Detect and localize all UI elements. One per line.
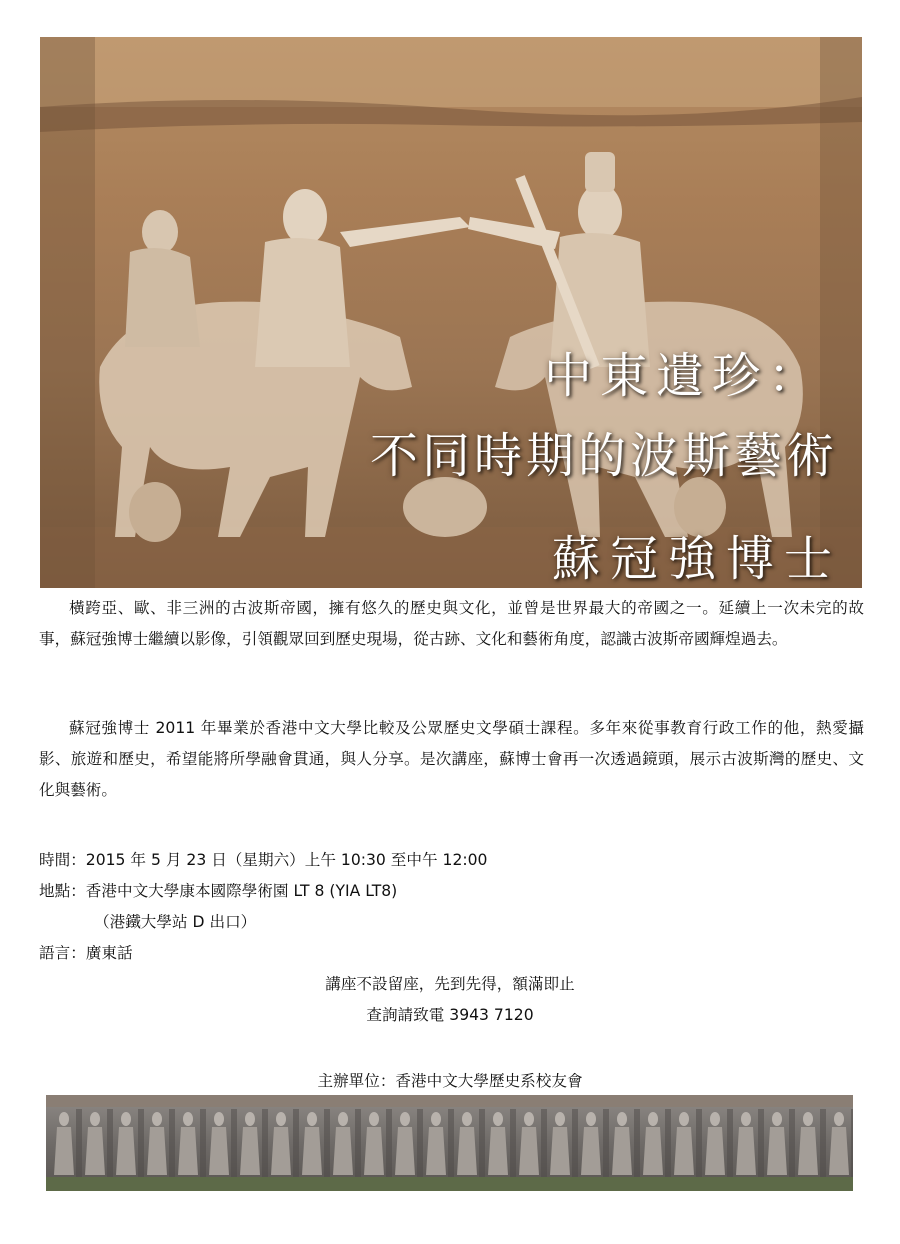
frieze-figure — [736, 1109, 764, 1177]
frieze-figure — [798, 1109, 826, 1177]
frieze-figure — [705, 1109, 733, 1177]
frieze-image — [46, 1095, 853, 1191]
frieze-figure — [457, 1109, 485, 1177]
frieze-figure — [147, 1109, 175, 1177]
frieze-figure — [519, 1109, 547, 1177]
frieze-figure — [674, 1109, 702, 1177]
event-time: 時間：2015 年 5 月 23 日（星期六）上午 10:30 至中午 12:00 — [39, 851, 488, 869]
frieze-figure — [426, 1109, 454, 1177]
frieze-figure — [829, 1109, 853, 1177]
venue-exit-note: （港鐵大學站 D 出口） — [94, 913, 257, 931]
enquiry-phone: 查詢請致電 3943 7120 — [366, 1006, 534, 1024]
frieze-figure — [54, 1109, 82, 1177]
relief-carving-image — [40, 37, 862, 588]
frieze-figure — [178, 1109, 206, 1177]
organizer: 主辦單位：香港中文大學歷史系校友會 — [317, 1072, 583, 1090]
frieze-figure — [488, 1109, 516, 1177]
frieze-figure — [209, 1109, 237, 1177]
hero-image — [40, 37, 862, 588]
frieze-figure — [643, 1109, 671, 1177]
lecture-title-line1: 中東遺珍： — [543, 348, 824, 404]
intro-paragraph: 橫跨亞、歐、非三洲的古波斯帝國，擁有悠久的歷史與文化，並曾是世界最大的帝國之一。延續上一次未完的故事，蘇冠強博士繼續以影像，引領觀眾回到歷史現場，從古跡、文化和藝術角度，認識古波斯帝國輝煌過去。 — [39, 599, 864, 648]
frieze-procession-icon — [46, 1095, 853, 1191]
lecture-title-line2: 不同時期的波斯藝術 — [369, 428, 838, 484]
frieze-figure — [612, 1109, 640, 1177]
speaker-name: 蘇冠強博士 — [551, 531, 842, 587]
frieze-figure — [395, 1109, 423, 1177]
event-language: 語言：廣東話 — [39, 944, 133, 962]
frieze-figure — [550, 1109, 578, 1177]
frieze-figure — [271, 1109, 299, 1177]
seating-notice: 講座不設留座，先到先得，額滿即止 — [325, 975, 575, 993]
frieze-figure — [85, 1109, 113, 1177]
frieze-figure — [240, 1109, 268, 1177]
frieze-figure — [767, 1109, 795, 1177]
frieze-figure — [581, 1109, 609, 1177]
frieze-figure — [364, 1109, 392, 1177]
frieze-figure — [302, 1109, 330, 1177]
speaker-bio-paragraph: 蘇冠強博士 2011 年畢業於香港中文大學比較及公眾歷史文學碩士課程。多年來從事教育行政工作的他，熱愛攝影、旅遊和歷史，希望能將所學融會貫通，與人分享。是次講座，蘇博士會再一次透過鏡頭，展示古波斯灣的歷史、文化與藝術。 — [39, 719, 864, 799]
frieze-figure — [116, 1109, 144, 1177]
event-venue: 地點：香港中文大學康本國際學術園 LT 8 (YIA LT8) — [39, 882, 398, 900]
frieze-figure — [333, 1109, 361, 1177]
